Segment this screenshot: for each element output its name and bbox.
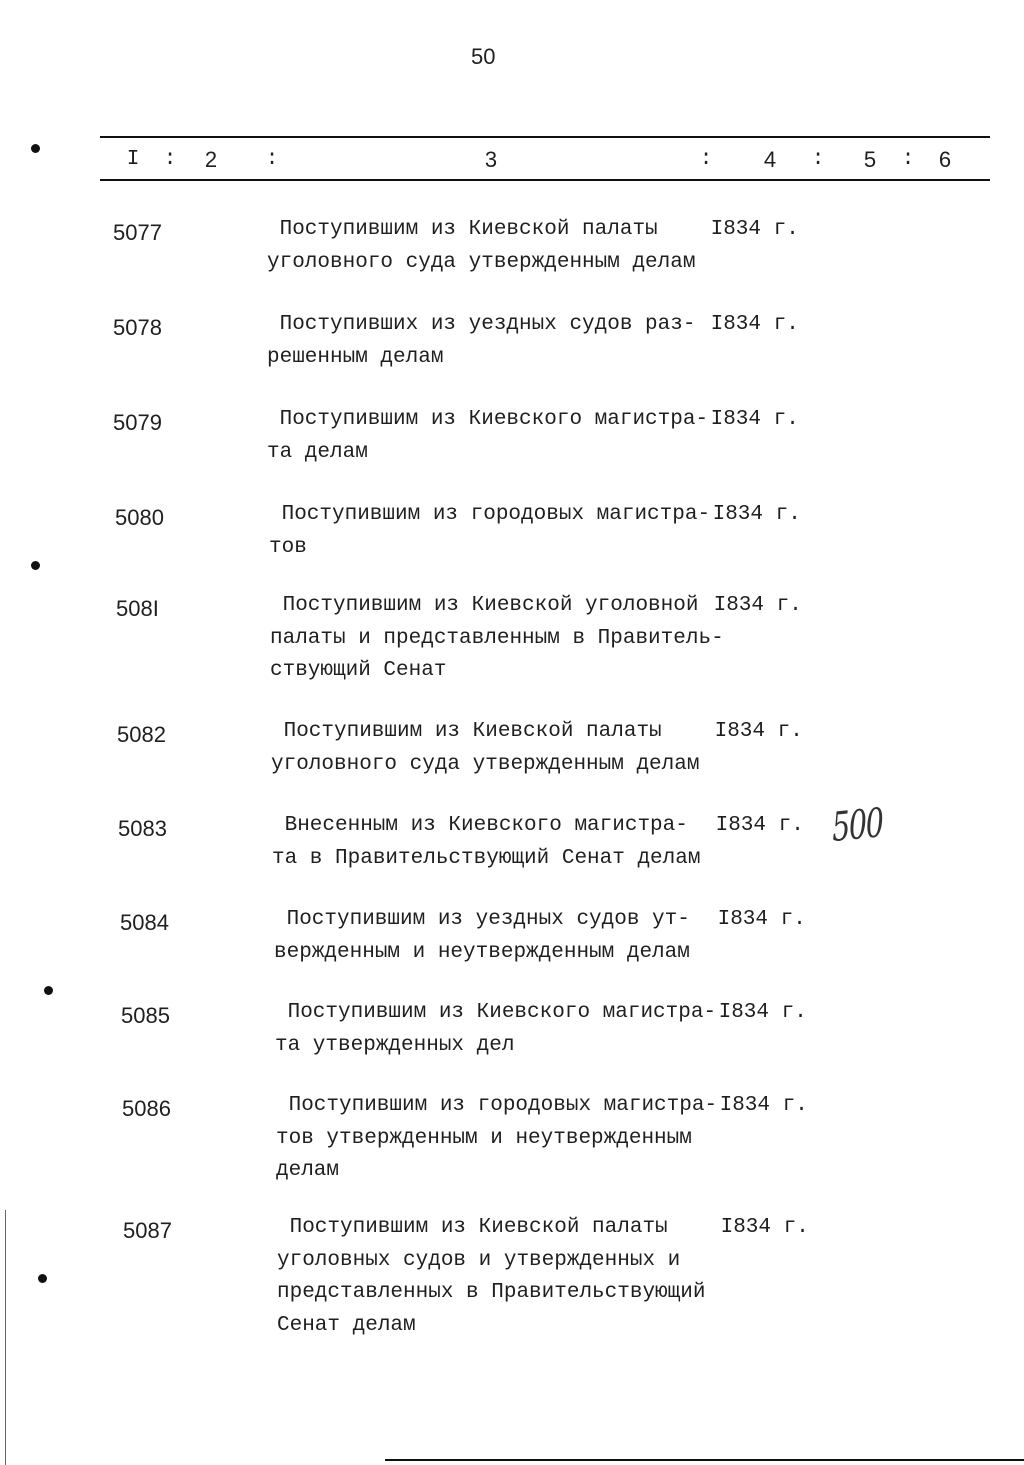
entry-description <box>267 309 827 374</box>
entry-number: 5078 <box>113 315 162 340</box>
entry-row <box>121 997 841 1057</box>
entry-text-line: Поступившим из городовых магистра- <box>288 1094 718 1117</box>
entry-row <box>113 404 833 464</box>
entry-text-line: Поступившим из Киевской уголовной <box>282 594 699 617</box>
entry-text-line: Поступившим из уездных судов ут- <box>286 908 690 931</box>
entry-text-line: представленных в Правительствующий <box>277 1281 706 1304</box>
entry-text-line: ствующий Сенат <box>270 659 447 682</box>
entry-row <box>115 499 835 559</box>
entry-year: I834 г. <box>714 720 803 743</box>
binder-hole-mark <box>38 1274 47 1283</box>
entry-description <box>267 404 827 469</box>
entry-text-line: Поступившим из городовых магистра- <box>281 503 711 526</box>
entry-text-line: решенным делам <box>267 345 444 369</box>
entry-number: 5086 <box>122 1096 171 1121</box>
entry-text-line: Внесенным из Киевского магистра- <box>284 814 688 837</box>
header-bottom-rule <box>100 179 990 181</box>
entry-year: I834 г. <box>710 408 799 431</box>
entry-year: I834 г. <box>718 1001 807 1024</box>
entry-row <box>118 810 838 870</box>
entry-text-line: уголовного суда утвержденным делам <box>267 250 696 274</box>
entry-text-line: та в Правительствующий Сенат делам <box>272 846 701 870</box>
column-header-3: 3 <box>484 147 498 172</box>
column-separator: : <box>265 148 279 171</box>
column-header-1: I <box>126 148 140 171</box>
entry-text-line: тов утвержденным и неутвержденным <box>276 1126 692 1150</box>
entry-number: 5082 <box>117 722 166 747</box>
entry-text-line: делам <box>276 1159 340 1182</box>
entry-description <box>269 499 829 564</box>
entry-row <box>113 309 833 369</box>
entry-number: 5077 <box>113 220 162 245</box>
entry-text-line: Поступивших из уездных судов раз- <box>279 313 696 336</box>
entry-year: I834 г. <box>719 1094 808 1117</box>
entry-description <box>275 997 835 1062</box>
entry-description <box>267 214 827 279</box>
entry-number: 5084 <box>120 910 169 935</box>
handwritten-margin-note: 500 <box>830 800 884 851</box>
entry-text-line: Поступившим из Киевской палаты <box>279 218 658 241</box>
entry-number: 5087 <box>123 1218 172 1243</box>
column-header-6: 6 <box>938 147 952 172</box>
binder-hole-mark <box>31 144 40 153</box>
entry-description <box>272 810 832 875</box>
entry-year: I834 г. <box>712 503 801 526</box>
entry-text-line: Поступившим из Киевской палаты <box>283 720 662 743</box>
entry-row <box>123 1212 843 1337</box>
column-separator: : <box>163 148 177 171</box>
entry-text-line: Поступившим из Киевского магистра- <box>279 408 709 431</box>
entry-description <box>270 590 830 688</box>
column-separator: : <box>811 148 825 171</box>
entry-year: I834 г. <box>720 1216 809 1239</box>
table-top-rule <box>100 136 990 138</box>
entry-text-line: та утвержденных дел <box>275 1033 515 1057</box>
column-header-4: 4 <box>763 147 777 172</box>
entry-number: 5085 <box>121 1003 170 1028</box>
entry-number: 508I <box>116 596 159 621</box>
entry-year: I834 г. <box>710 218 799 241</box>
entry-year: I834 г. <box>715 814 804 837</box>
binder-hole-mark <box>44 986 53 995</box>
entry-description <box>276 1090 836 1188</box>
column-separator: : <box>901 148 915 171</box>
entry-year: I834 г. <box>710 313 799 336</box>
page-number: 50 <box>471 44 496 69</box>
entry-text-line: палаты и представленным в Правитель- <box>270 626 724 650</box>
entry-number: 5080 <box>115 505 164 530</box>
entry-description <box>274 904 834 969</box>
entry-year: I834 г. <box>713 594 802 617</box>
column-header-5: 5 <box>863 147 877 172</box>
entry-number: 5079 <box>113 410 162 435</box>
bottom-edge-rule <box>385 1459 1024 1461</box>
entry-text-line: Поступившим из Киевского магистра- <box>287 1001 717 1024</box>
entry-text-line: та делам <box>267 440 368 464</box>
entry-text-line: Поступившим из Киевской палаты <box>289 1216 668 1239</box>
entry-year: I834 г. <box>717 908 806 931</box>
entry-row <box>113 214 833 274</box>
entry-text-line: тов <box>269 535 307 559</box>
entry-row <box>116 590 836 682</box>
entry-description <box>277 1212 837 1342</box>
entry-text-line: уголовного суда утвержденным делам <box>271 752 700 776</box>
binder-hole-mark <box>31 561 40 570</box>
entry-description <box>271 716 831 781</box>
entry-text-line: вержденным и неутвержденным делам <box>274 940 690 964</box>
column-header-2: 2 <box>204 147 218 172</box>
scan-edge-line <box>5 1210 6 1465</box>
entry-number: 5083 <box>118 816 167 841</box>
entry-row <box>122 1090 842 1182</box>
entry-text-line: Сенат делам <box>277 1313 416 1337</box>
entry-row <box>120 904 840 964</box>
entry-row <box>117 716 837 776</box>
entry-text-line: уголовных судов и утвержденных и <box>277 1248 681 1272</box>
column-separator: : <box>699 148 713 171</box>
